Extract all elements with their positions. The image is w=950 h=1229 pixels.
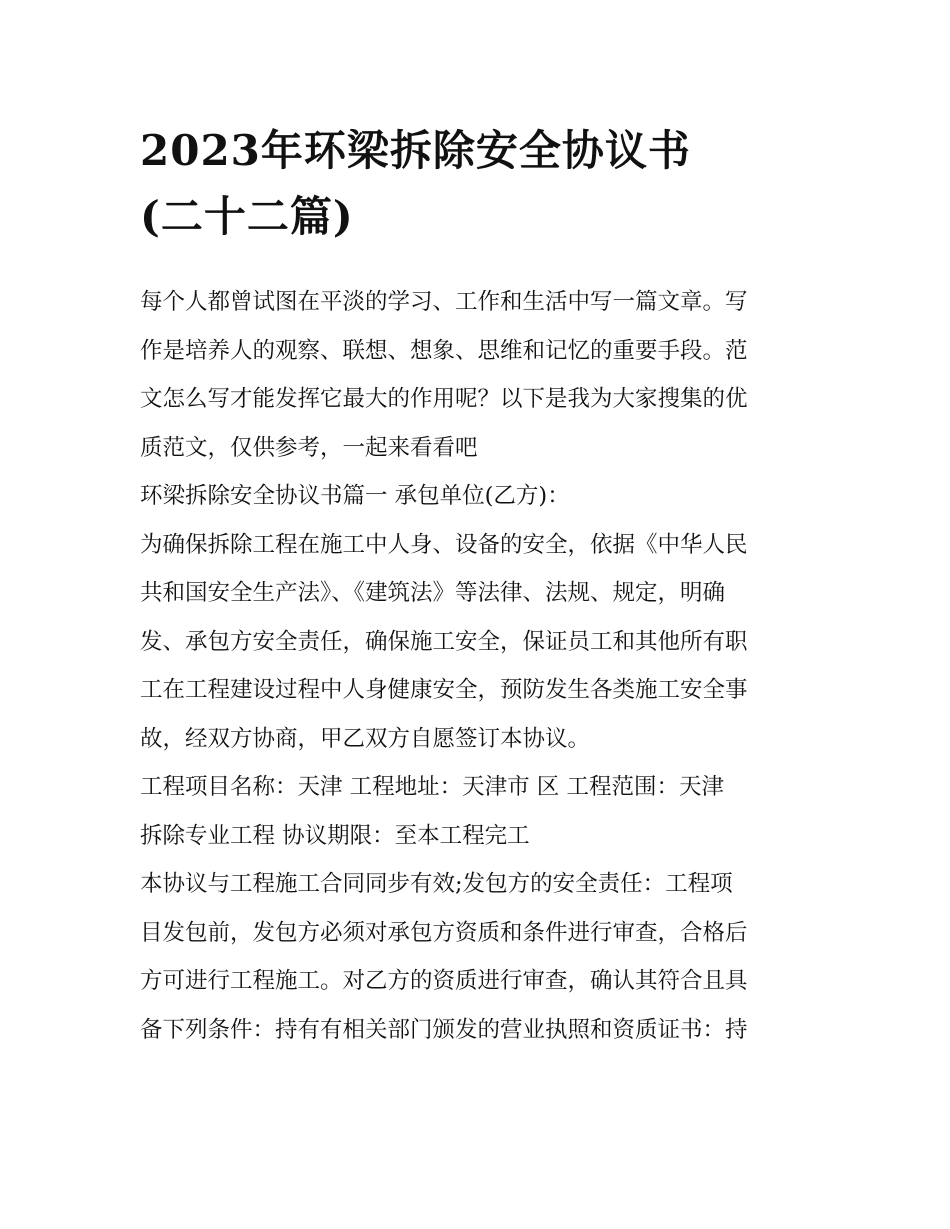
title-line-1: 2023年环梁拆除安全协议书 (140, 126, 691, 175)
body-line: 工在工程建设过程中人身健康安全，预防发生各类施工安全事 (140, 677, 748, 703)
document-title (140, 118, 820, 250)
body-line: 文怎么写才能发挥它最大的作用呢？以下是我为大家搜集的优 (140, 386, 748, 412)
body-line: 共和国安全生产法》、《建筑法》等法律、法规、规定，明确 (140, 580, 726, 606)
body-line: 方可进行工程施工。对乙方的资质进行审查，确认其符合且具 (140, 968, 748, 994)
body-line: 故，经双方协商，甲乙双方自愿签订本协议。 (140, 725, 591, 752)
body-line: 作是培养人的观察、联想、想象、思维和记忆的重要手段。范 (140, 337, 748, 364)
body-line: 备下列条件：持有有相关部门颁发的营业执照和资质证书：持 (140, 1016, 748, 1043)
body-line: 质范文，仅供参考，一起来看看吧 (140, 434, 478, 461)
section-heading-line: 环梁拆除安全协议书篇一 承包单位(乙方)： (140, 483, 570, 509)
document-body (140, 278, 820, 1054)
body-line: 拆除专业工程 协议期限：至本工程完工 (140, 822, 530, 849)
body-line: 为确保拆除工程在施工中人身、设备的安全，依据《中华人民 (140, 531, 748, 558)
body-line: 目发包前，发包方必须对承包方资质和条件进行审查，合格后 (140, 919, 748, 946)
body-line: 发、承包方安全责任，确保施工安全，保证员工和其他所有职 (140, 628, 748, 655)
body-line: 每个人都曾试图在平淡的学习、工作和生活中写一篇文章。写 (140, 289, 748, 315)
body-line: 本协议与工程施工合同同步有效;发包方的安全责任：工程项 (140, 871, 733, 897)
body-line: 工程项目名称：天津 工程地址：天津市 区 工程范围：天津 (140, 774, 724, 800)
title-line-2: (二十二篇) (140, 192, 354, 241)
